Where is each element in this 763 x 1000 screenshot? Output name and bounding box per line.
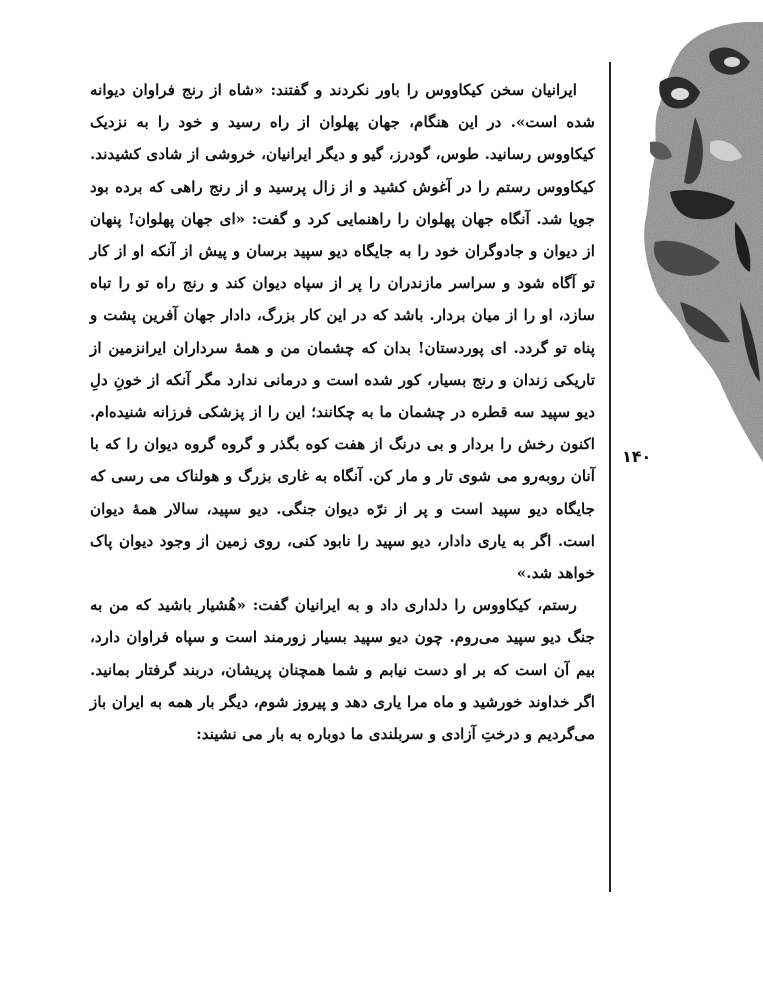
paragraph-1: ایرانیان سخن کیکاووس را باور نکردند و گفتند: «شاه از رنج فراوان دیوانه شده است». در این هنگام، جهان پهلوان از راه رسید و خود را به نزدیک کیکاووس رسانید. طوس، گودرز، گیو و دیگر ایرانیان، خروشی از شادی کشیدند. کیکاووس رستم را در آغوش کشید و از زال پرسید و از رنج راهی که برده بود جویا شد. آنگاه جهان پهلوان را راهنمایی کرد و گفت: «ای جهان پهلوان! پنهان از دیوان و جادوگران خود را به جایگاه دیو سپید برسان و پیش از آنکه او از کار تو آگاه شود و سراسر مازندران را پر از سپاه دیوان کند و رنج راه تو را تباه سازد، او را از میان بردار. باشد که در این کار بزرگ، دادار جهان آفرین پشت و پناه تو گردد. ای پوردستان! بدان که چشمان من و همهٔ سرداران ایرانزمین از تاریکی زندان و رنج بسیار، کور شده است و درمانی ندارد مگر آنکه از خونِ دلِ دیو سپید سه قطره در چشمان ما به چکانند؛ این را از پزشکی فرزانه شنیده‌ام. اکنون رخش را بردار و بی درنگ از هفت کوه بگذر و گروه گروه دیوان را که با آنان روبه‌رو می شوی تار و مار کن. آنگاه به غاری بزرگ و هولناک می رسی که جایگاه دیو سپید است و پر از نرّه دیوان جنگی. دیو سپید، سالار همهٔ دیوان است. اگر به یاری دادار، دیو سپید را نابود کنی، روی زمین از وجود دیوان پاک خواهد شد.» bbox=[90, 81, 595, 583]
body-text bbox=[90, 74, 595, 750]
page-number: ۱۴۰ bbox=[622, 447, 652, 466]
stone-relief-face-illustration bbox=[640, 22, 763, 462]
paragraph-2: رستم، کیکاووس را دلداری داد و به ایرانیان گفت: «هُشیار باشید که من به جنگ دیو سپید می‌روم. چون دیو سپید بسیار زورمند است و سپاه فراوان دارد، بیم آن است که بر او دست نیابم و شما همچنان پریشان، دربند گرفتار بمانید. اگر خداوند خورشید و ماه مرا یاری دهد و پیروز شوم، دیگر بار همه به ایران باز می‌گردیم و درختِ آزادی و سربلندی ما دوباره به بار می نشیند: bbox=[90, 596, 595, 744]
vertical-rule bbox=[609, 62, 611, 892]
